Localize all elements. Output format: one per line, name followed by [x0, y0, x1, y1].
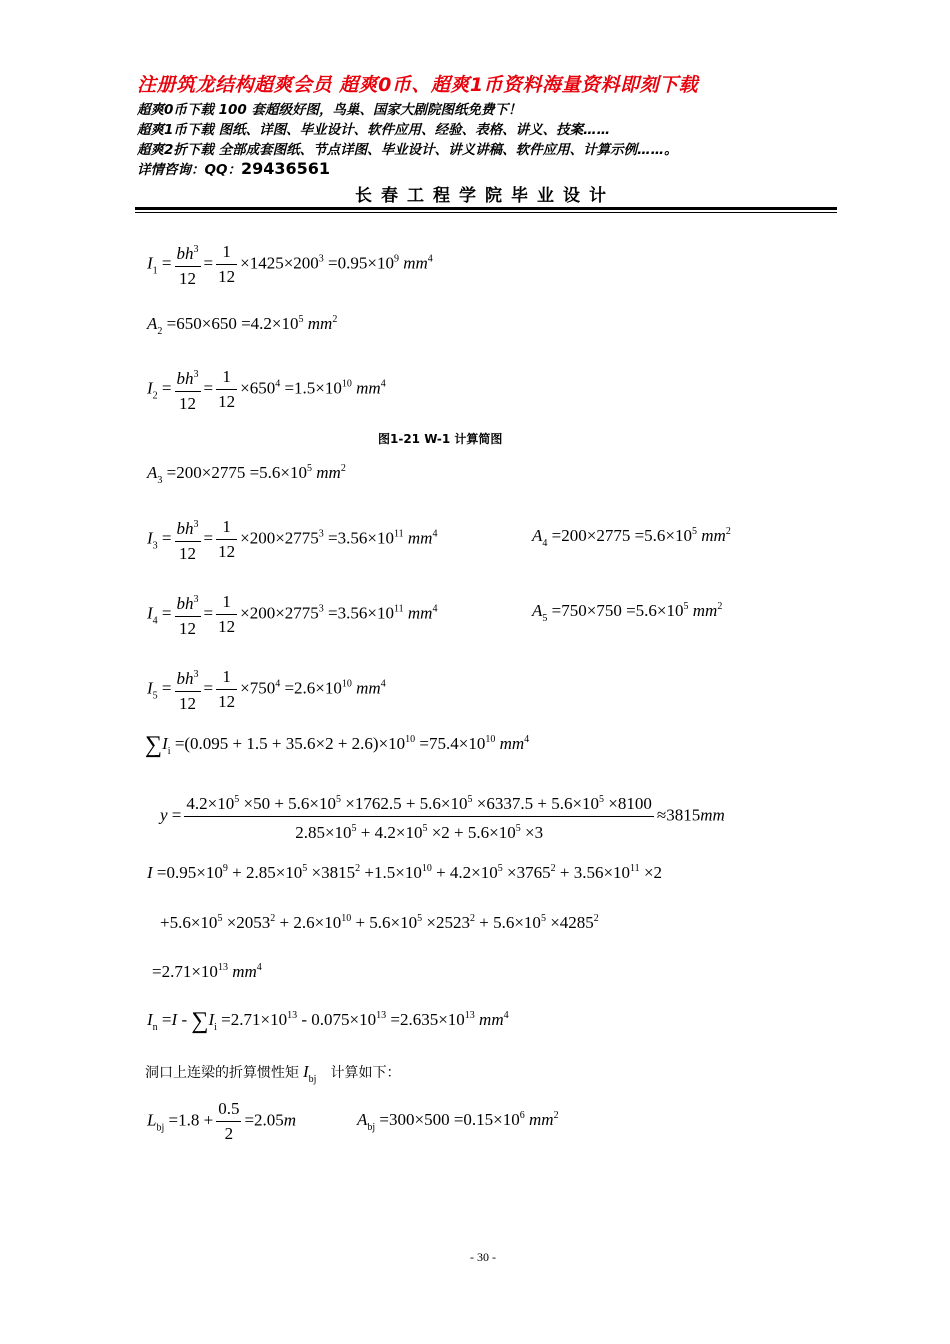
equation-lbj: $L_{bj} =1.8$ + $\frac{0.5}{2}$ =2.05m	[147, 1099, 297, 1143]
equation-i4: $I_4$ = $\frac{bh^3}{12}$ = $\frac{1}{12}$ $\times 200\times 2775^3 =3.56\times 10^{11}$ $mm^4$	[147, 588, 437, 641]
promo-line-2: 超爽1币下载 图纸、详图、毕业设计、软件应用、经验、表格、讲义、技案……	[137, 122, 611, 138]
equation-abj: $A_{bj} =300\times 500 =0.15\times 10^6$ $mm^2$	[357, 1110, 559, 1133]
figure-caption: 图1-21 W-1 计算简图	[378, 432, 503, 446]
promo-banner: 注册筑龙结构超爽会员 超爽0币、超爽1币资料海量资料即刻下载	[137, 74, 699, 96]
contact-line	[137, 158, 330, 179]
equation-i3: $I_3$ = $\frac{bh^3}{12}$ = $\frac{1}{12}$ $\times 200\times 2775^3 =3.56\times 10^{11}$ $mm^4$	[147, 513, 437, 566]
text-line: 洞口上连梁的折算惯性矩 $I_{bj}$ 计算如下：	[145, 1062, 401, 1085]
equation-in: $I_n =I - \sum I_i =2.71\times 10^{13} - 0.075\times 10^{13} =2.635\times 10^{13}$ $mm^4$	[147, 1008, 509, 1034]
header-rule-thin	[135, 212, 837, 213]
equation-a3: $A_3 =200\times 2775 =5.6\times 10^5$ $mm^2$	[147, 463, 346, 486]
equation-a4: $A_4 =200\times 2775 =5.6\times 10^5$ $mm^2$	[532, 526, 731, 549]
equation-i2: $I_2$ = $\frac{bh^3}{12}$ = $\frac{1}{12}$ $\times 650^4 =1.5\times 10^{10}$ $mm^4$	[147, 363, 386, 416]
equation-i-total-result: $=2.71\times 10^{13}$ $mm^4$	[152, 962, 262, 981]
equation-i-total-line2: $+5.6\times 10^5 \times 2053^2 + 2.6\times 10^{10} + 5.6\times 10^5 \times 2523^2 + 5.6\times 10^5 \times 4285^2$	[160, 913, 599, 932]
contact-label: 详情咨询：QQ：	[137, 162, 241, 178]
equation-a2: $A_2 =650\times 650 =4.2\times 10^5$ $mm^2$	[147, 314, 338, 337]
text-line-tail: 计算如下：	[330, 1065, 401, 1081]
qq-number: 29436561	[240, 159, 331, 178]
school-title: 长春工程学院毕业设计	[355, 186, 615, 206]
header-rule-thick	[135, 207, 837, 210]
equation-y-centroid: y = $4.2\times 10^5 \times 50 + 5.6\times 10^5 \times 1762.5 + 5.6\times 10^5 \times 6337.5 + 5.6\times 10^5 \times 8100$ $2.85\times 10^5 + 4.2\times 10^5 \times 2 + 5.6\times 10^5 \times 3$ ≈3815mm	[160, 788, 725, 845]
promo-line-3: 超爽2折下载 全部成套图纸、节点详图、毕业设计、讲义讲稿、软件应用、计算示例……。	[137, 142, 678, 158]
equation-i-total-line1: $I =0.95\times 10^9 + 2.85\times 10^5 \times 3815^2 +1.5\times 10^{10} + 4.2\times 10^5 \times 3765^2 + 3.56\times 10^{11} \times 2$	[147, 863, 663, 882]
promo-line-1: 超爽0币下载 100 套超级好图，鸟巢、国家大剧院图纸免费下！	[137, 102, 522, 118]
text-line-lead: 洞口上连梁的折算惯性矩	[145, 1065, 299, 1081]
equation-i1: $I_1$ = $\frac{bh^3}{12}$ = $\frac{1}{12}$ $\times 1425\times 200^3 =0.95\times 10^9$ $mm^4$	[147, 238, 433, 291]
page-number: - 30 -	[470, 1250, 496, 1264]
equation-sum-ii: $\sum I_i =(0.095 + 1.5 + 35.6\times 2 + 2.6)\times 10^{10} =75.4\times 10^{10}$ $mm^4$	[145, 732, 530, 758]
equation-i5: $I_5$ = $\frac{bh^3}{12}$ = $\frac{1}{12}$ $\times 750^4 =2.6\times 10^{10}$ $mm^4$	[147, 663, 386, 716]
equation-a5: $A_5 =750\times 750 =5.6\times 10^5$ $mm^2$	[532, 601, 723, 624]
